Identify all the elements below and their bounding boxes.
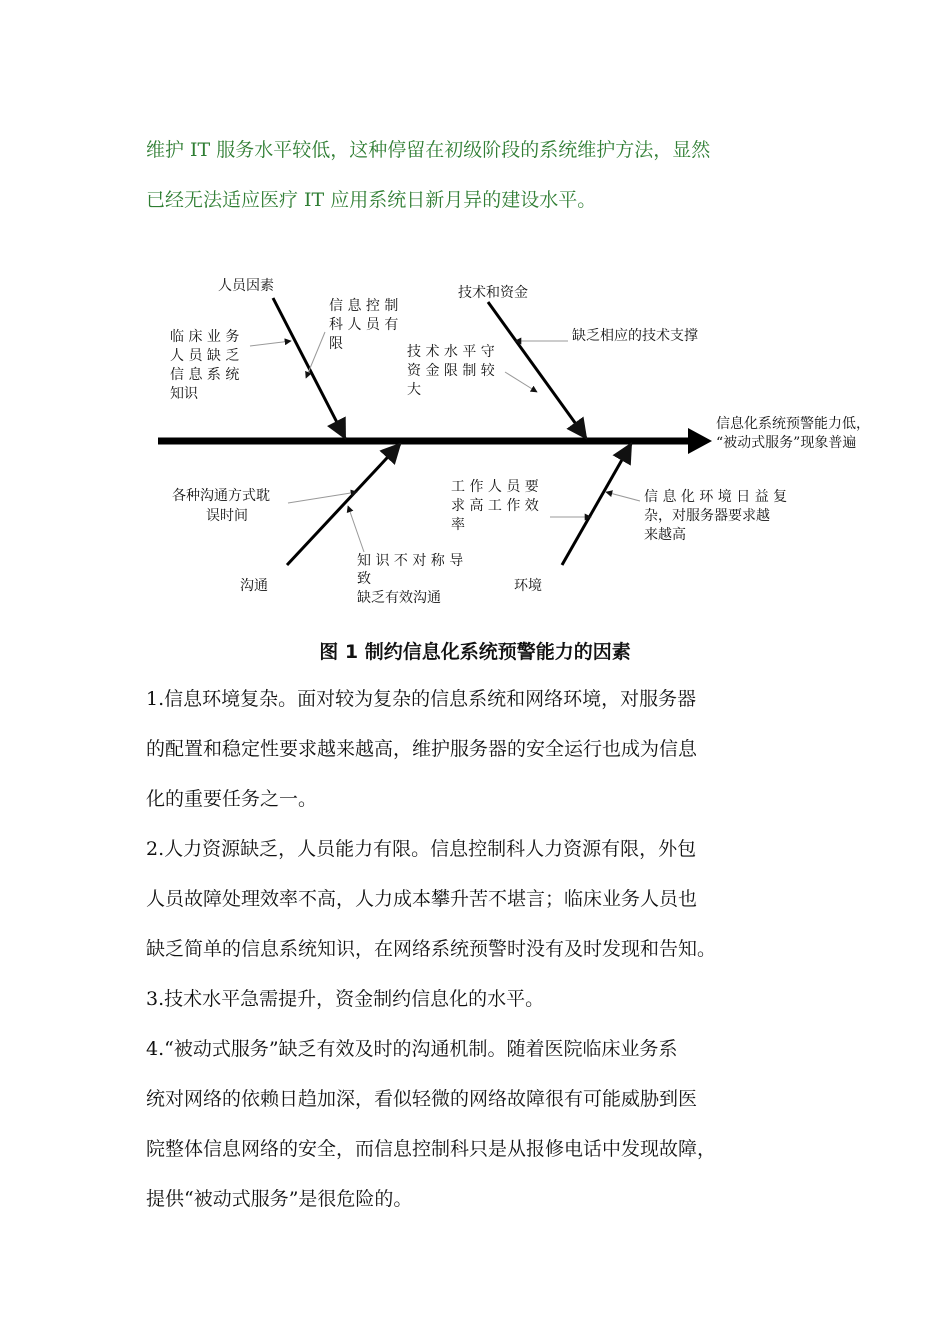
intro-line-2: 已经无法适应医疗 IT 应用系统日新月异的建设水平。 xyxy=(146,189,597,211)
cause-support: 缺乏相应的技术支撑 xyxy=(572,328,698,344)
cause-complex-2: 杂，对服务器要求越 xyxy=(644,508,770,524)
cause-itstaff-1: 信 息 控 制 xyxy=(329,298,399,314)
cause-workeff-2: 求 高 工 作 效 xyxy=(451,498,539,514)
spine-arrowhead xyxy=(688,428,712,454)
body-line-5: 人员故障处理效率不高，人力成本攀升苦不堪言；临床业务人员也 xyxy=(146,888,698,910)
category-environment: 环境 xyxy=(514,578,542,594)
body-line-8: 4.“被动式服务”缺乏有效及时的沟通机制。随着医院临床业务系 xyxy=(146,1038,678,1060)
body-line-4: 2.人力资源缺乏，人员能力有限。信息控制科人力资源有限，外包 xyxy=(146,838,697,860)
cause-clinical-2: 人 员 缺 乏 xyxy=(170,348,240,364)
cause-asym-2: 致 xyxy=(357,571,371,587)
intro-line-1: 维护 IT 服务水平较低，这种停留在初级阶段的系统维护方法，显然 xyxy=(146,139,711,161)
pointer-itstaff xyxy=(306,332,325,378)
body-line-1: 1.信息环境复杂。面对较为复杂的信息系统和网络环境，对服务器 xyxy=(146,688,697,710)
cause-complex-3: 来越高 xyxy=(644,527,686,543)
cause-techlevel-2: 资 金 限 制 较 xyxy=(407,363,495,379)
body-line-2: 的配置和稳定性要求越来越高，维护服务器的安全运行也成为信息 xyxy=(146,738,698,760)
cause-clinical-4: 知识 xyxy=(170,386,198,402)
category-tech: 技术和资金 xyxy=(458,285,528,301)
body-line-9: 统对网络的依赖日趋加深，看似轻微的网络故障很有可能威胁到医 xyxy=(146,1088,698,1110)
cause-delay-1: 各种沟通方式耽 xyxy=(172,488,270,504)
pointer-clinical xyxy=(250,341,291,346)
figure-caption: 图 1 制约信息化系统预警能力的因素 xyxy=(319,641,631,663)
pointer-asym xyxy=(348,506,364,552)
cause-techlevel-3: 大 xyxy=(407,382,421,398)
bone-communication xyxy=(287,444,400,565)
category-communication: 沟通 xyxy=(240,578,268,594)
pointer-techlevel xyxy=(505,372,537,392)
category-people: 人员因素 xyxy=(218,278,274,294)
effect-line-2: “被动式服务”现象普遍 xyxy=(716,435,857,451)
cause-complex-1: 信 息 化 环 境 日 益 复 xyxy=(644,489,788,505)
body-line-6: 缺乏简单的信息系统知识，在网络系统预警时没有及时发现和告知。 xyxy=(146,938,717,960)
cause-asym-3: 缺乏有效沟通 xyxy=(357,590,441,606)
bone-tech xyxy=(488,302,586,438)
fishbone-diagram xyxy=(0,0,950,640)
cause-workeff-3: 率 xyxy=(451,517,465,533)
body-line-7: 3.技术水平急需提升，资金制约信息化的水平。 xyxy=(146,988,545,1010)
pointer-complex xyxy=(606,492,640,501)
body-line-10: 院整体信息网络的安全，而信息控制科只是从报修电话中发现故障， xyxy=(146,1138,717,1160)
body-line-11: 提供“被动式服务”是很危险的。 xyxy=(146,1188,413,1210)
body-line-3: 化的重要任务之一。 xyxy=(146,788,318,810)
cause-workeff-1: 工 作 人 员 要 xyxy=(451,479,539,495)
cause-asym-1: 知 识 不 对 称 导 xyxy=(357,553,464,569)
cause-itstaff-2: 科 人 员 有 xyxy=(329,317,399,333)
cause-techlevel-1: 技 术 水 平 守 xyxy=(407,344,495,360)
cause-clinical-1: 临 床 业 务 xyxy=(170,329,240,345)
cause-delay-2: 误时间 xyxy=(206,508,248,524)
cause-itstaff-3: 限 xyxy=(329,336,343,352)
effect-line-1: 信息化系统预警能力低， xyxy=(716,416,870,432)
cause-clinical-3: 信 息 系 统 xyxy=(170,367,240,383)
bone-environment xyxy=(562,444,631,565)
